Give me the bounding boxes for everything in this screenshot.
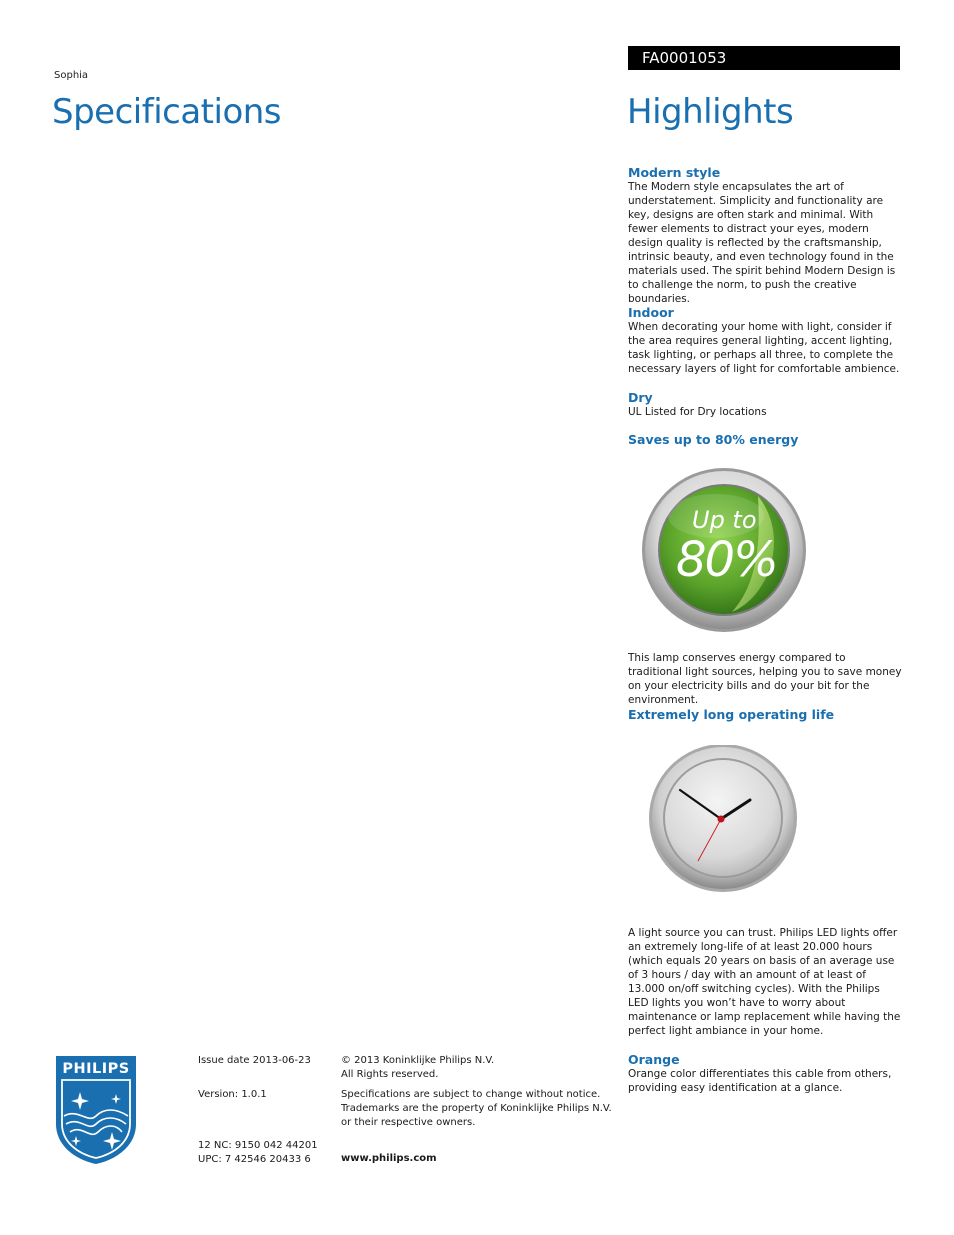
highlight-title: Extremely long operating life — [628, 707, 835, 722]
highlight-title: Orange — [628, 1052, 680, 1067]
highlight-title: Modern style — [628, 165, 721, 180]
product-code-bar: FA0001053 — [628, 46, 900, 70]
disclaimer-line-3: or their respective owners. — [341, 1117, 476, 1128]
specifications-title: Specifications — [52, 92, 282, 132]
version: Version: 1.0.1 — [198, 1089, 267, 1100]
highlight-title: Dry — [628, 390, 653, 405]
highlight-title: Saves up to 80% energy — [628, 432, 799, 447]
highlight-energy-text-block — [628, 651, 902, 707]
rights: All Rights reserved. — [341, 1069, 439, 1080]
upc-number: UPC: 7 42546 20433 6 — [198, 1154, 311, 1165]
highlight-indoor — [628, 305, 902, 376]
highlights-title: Highlights — [627, 92, 794, 132]
website-link[interactable]: www.philips.com — [341, 1153, 437, 1164]
philips-logo — [54, 1054, 138, 1166]
logo-wordmark: PHILIPS — [62, 1061, 130, 1077]
highlight-text: Orange color differentiates this cable from others, providing easy identification at a glance. — [628, 1068, 892, 1094]
badge-value-text: 80% — [676, 532, 777, 588]
highlight-text: The Modern style encapsulates the art of understatement. Simplicity and functionality are key, designs are often stark and minimal. With fewer elements to distract your eyes, modern design quality is reflected by the craftsmanship, intrinsic beauty, and even technology found in the materials used. The spirit behind Modern Design is to challenge the norm, to push the creative boundaries. — [628, 181, 896, 305]
energy-badge-icon — [640, 466, 808, 634]
disclaimer-line-2: Trademarks are the property of Koninklijke Philips N.V. — [341, 1103, 612, 1114]
highlight-energy-title-block — [628, 432, 902, 447]
highlight-dry — [628, 390, 902, 419]
highlight-text: A light source you can trust. Philips LED lights offer an extremely long-life of at least 20.000 hours (which equals 20 years on basis of an average use of 3 hours / day with an amount of at least of 13.000 on/off switching cycles). With the Philips LED lights you won’t have to worry about maintenance or lamp replacement while having the perfect light ambiance in your home. — [628, 927, 901, 1037]
highlight-text: When decorating your home with light, consider if the area requires general lighting, accent lighting, task lighting, or perhaps all three, to complete the necessary layers of light for comfortable ambience. — [628, 321, 900, 375]
disclaimer-line-1: Specifications are subject to change without notice. — [341, 1089, 601, 1100]
issue-date: Issue date 2013-06-23 — [198, 1055, 311, 1066]
highlight-orange — [628, 1052, 902, 1095]
highlight-operating-life-title-block — [628, 707, 902, 722]
clock-icon — [648, 745, 798, 895]
product-name: Sophia — [54, 70, 89, 81]
nc-number: 12 NC: 9150 042 44201 — [198, 1140, 318, 1151]
highlight-text: This lamp conserves energy compared to traditional light sources, helping you to save money on your electricity bills and do your bit for the environment. — [628, 652, 902, 706]
badge-top-text: Up to — [692, 506, 757, 534]
copyright: © 2013 Koninklijke Philips N.V. — [341, 1055, 495, 1066]
highlight-operating-life-text-block — [628, 926, 902, 1038]
highlight-modern-style — [628, 165, 902, 306]
highlight-text: UL Listed for Dry locations — [628, 406, 767, 418]
highlight-title: Indoor — [628, 305, 674, 320]
